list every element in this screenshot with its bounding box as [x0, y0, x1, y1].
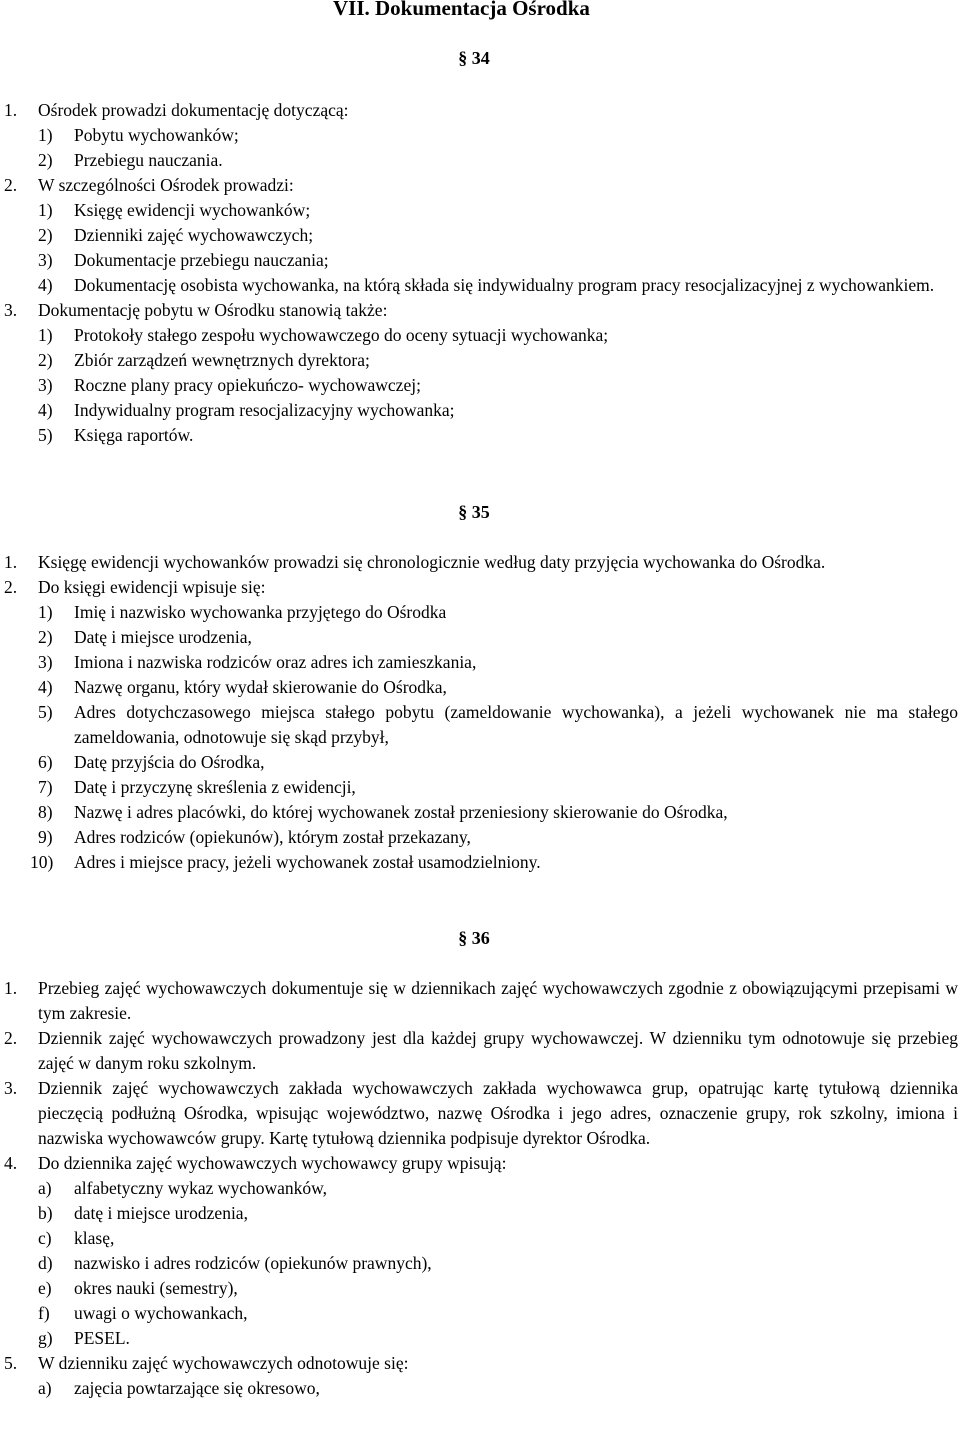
paragraph-number: 1. [4, 100, 18, 120]
list-item [0, 600, 958, 625]
section-35-body [0, 550, 958, 875]
paragraph-text: Ośrodek prowadzi dokumentację dotyczącą: [38, 100, 349, 120]
list-item [0, 1326, 958, 1351]
chapter-title: VII. Dokumentacja Ośrodka [333, 0, 590, 20]
list-item-text: Przebiegu nauczania. [74, 150, 223, 170]
list-item [0, 148, 958, 173]
paragraph-text: Księgę ewidencji wychowanków prowadzi się chronologicznie według daty przyjęcia wychowanka do Ośrodka. [38, 552, 826, 572]
list-item-text: Roczne plany pracy opiekuńczo- wychowawczej; [74, 375, 421, 395]
list-item-text: Adres i miejsce pracy, jeżeli wychowanek został usamodzielniony. [74, 852, 541, 872]
list-item [0, 800, 958, 825]
section-34-body [0, 98, 958, 448]
list-item-number: 7) [38, 777, 53, 797]
list-item-text: Dzienniki zajęć wychowawczych; [74, 225, 314, 245]
list-item-number: 3) [38, 250, 53, 270]
list-item-text: Pobytu wychowanków; [74, 125, 239, 145]
list-item [0, 675, 958, 700]
list-item [0, 273, 958, 298]
paragraph-text: W dzienniku zajęć wychowawczych odnotowuje się: [38, 1353, 409, 1373]
list-item-number: 1) [38, 200, 53, 220]
list-item [0, 1301, 958, 1326]
paragraph-text: W szczególności Ośrodek prowadzi: [38, 175, 294, 195]
numbered-paragraph [0, 976, 958, 1026]
numbered-paragraph [0, 1351, 958, 1376]
list-item-text: Datę przyjścia do Ośrodka, [74, 752, 265, 772]
list-item-number: 1) [38, 325, 53, 345]
list-item-text: Księga raportów. [74, 425, 194, 445]
section-heading-36: § 36 [458, 928, 490, 948]
section-heading-34: § 34 [458, 48, 490, 68]
list-item-text: Indywidualny program resocjalizacyjny wychowanka; [74, 400, 455, 420]
list-item [0, 1376, 958, 1401]
list-item [0, 223, 958, 248]
list-item-text: Imiona i nazwiska rodziców oraz adres ich zamieszkania, [74, 652, 477, 672]
list-item-text: klasę, [74, 1228, 115, 1248]
paragraph-text: Do dziennika zajęć wychowawczych wychowawcy grupy wpisują: [38, 1153, 507, 1173]
list-item [0, 1226, 958, 1251]
paragraph-number: 2. [4, 577, 18, 597]
list-item [0, 1176, 958, 1201]
list-item [0, 398, 958, 423]
list-item-text: Dokumentacje przebiegu nauczania; [74, 250, 329, 270]
section-36-body [0, 976, 958, 1401]
paragraph-text: Dziennik zajęć wychowawczych prowadzony jest dla każdej grupy wychowawczej. W dzienniku tym odnotowuje się przebieg zajęć w danym roku szkolnym. [38, 1028, 958, 1073]
list-item-text: Zbiór zarządzeń wewnętrznych dyrektora; [74, 350, 370, 370]
list-item-text: datę i miejsce urodzenia, [74, 1203, 248, 1223]
paragraph-text: Dziennik zajęć wychowawczych zakłada wychowawczych zakłada wychowawca grup, opatrując kartę tytułową dziennika pieczęcią podłużną Ośrodka, wpisując województwo, nazwę Ośrodka i jego adres, oznaczenie grupy, rok szkolny, imiona i nazwiska wychowawców grupy. Kartę tytułową dziennika podpisuje dyrektor Ośrodka. [38, 1078, 958, 1148]
list-item-text: Nazwę organu, który wydał skierowanie do Ośrodka, [74, 677, 447, 697]
list-item-text: Imię i nazwisko wychowanka przyjętego do Ośrodka [74, 602, 447, 622]
list-item [0, 650, 958, 675]
list-item-text: okres nauki (semestry), [74, 1278, 238, 1298]
paragraph-number: 3. [4, 300, 18, 320]
paragraph-number: 5. [4, 1353, 18, 1373]
list-item [0, 700, 958, 750]
list-item [0, 123, 958, 148]
list-item [0, 348, 958, 373]
paragraph-number: 2. [4, 175, 18, 195]
numbered-paragraph [0, 98, 958, 123]
numbered-paragraph [0, 1151, 958, 1176]
list-item-text: Adres rodziców (opiekunów), którym został przekazany, [74, 827, 471, 847]
list-item-number: 9) [38, 827, 53, 847]
paragraph-number: 4. [4, 1153, 18, 1173]
list-item-number: 1) [38, 602, 53, 622]
list-item-number: 1) [38, 125, 53, 145]
numbered-paragraph [0, 298, 958, 323]
numbered-paragraph [0, 550, 958, 575]
list-item-number: 10) [30, 852, 54, 872]
list-item [0, 825, 958, 850]
list-item-number: 2) [38, 150, 53, 170]
list-item [0, 423, 958, 448]
list-item [0, 198, 958, 223]
list-item-number: c) [38, 1228, 52, 1248]
paragraph-text: Do księgi ewidencji wpisuje się: [38, 577, 266, 597]
list-item [0, 775, 958, 800]
list-item-text: uwagi o wychowankach, [74, 1303, 248, 1323]
list-item-text: PESEL. [74, 1328, 130, 1348]
paragraph-text: Przebieg zajęć wychowawczych dokumentuje się w dziennikach zajęć wychowawczych zgodnie z obowiązującymi przepisami w tym zakresie. [38, 978, 958, 1023]
numbered-paragraph [0, 575, 958, 600]
list-item-text: Nazwę i adres placówki, do której wychowanek został przeniesiony skierowanie do Ośrodka, [74, 802, 728, 822]
list-item [0, 1251, 958, 1276]
numbered-paragraph [0, 1076, 958, 1151]
section-heading-35: § 35 [458, 502, 490, 522]
list-item-text: Dokumentację osobista wychowanka, na którą składa się indywidualny program pracy resocjalizacyjnej z wychowankiem. [74, 275, 935, 295]
list-item-text: Księgę ewidencji wychowanków; [74, 200, 311, 220]
list-item [0, 1276, 958, 1301]
list-item-number: 3) [38, 375, 53, 395]
list-item-text: Adres dotychczasowego miejsca stałego pobytu (zameldowanie wychowanka), a jeżeli wychowanek nie ma stałego zameldowania, odnotowuje się skąd przybył, [74, 702, 958, 747]
list-item-number: d) [38, 1253, 53, 1273]
list-item-number: a) [38, 1178, 52, 1198]
list-item [0, 625, 958, 650]
list-item-number: 5) [38, 425, 53, 445]
list-item-number: 8) [38, 802, 53, 822]
list-item-number: 4) [38, 275, 53, 295]
paragraph-number: 1. [4, 978, 18, 998]
list-item-number: 3) [38, 652, 53, 672]
list-item-number: 5) [38, 702, 53, 722]
list-item-number: 4) [38, 400, 53, 420]
list-item [0, 248, 958, 273]
list-item-text: Datę i miejsce urodzenia, [74, 627, 252, 647]
list-item-text: Protokoły stałego zespołu wychowawczego do oceny sytuacji wychowanka; [74, 325, 609, 345]
paragraph-number: 3. [4, 1078, 18, 1098]
list-item-number: b) [38, 1203, 53, 1223]
list-item [0, 373, 958, 398]
list-item-number: 2) [38, 627, 53, 647]
list-item-number: 4) [38, 677, 53, 697]
list-item [0, 750, 958, 775]
list-item-number: a) [38, 1378, 52, 1398]
list-item-number: e) [38, 1278, 52, 1298]
paragraph-number: 1. [4, 552, 18, 572]
list-item-text: Datę i przyczynę skreślenia z ewidencji, [74, 777, 356, 797]
list-item-number: f) [38, 1303, 50, 1323]
numbered-paragraph [0, 173, 958, 198]
list-item-number: 6) [38, 752, 53, 772]
numbered-paragraph [0, 1026, 958, 1076]
list-item [0, 850, 958, 875]
paragraph-number: 2. [4, 1028, 18, 1048]
list-item-text: zajęcia powtarzające się okresowo, [74, 1378, 320, 1398]
paragraph-text: Dokumentację pobytu w Ośrodku stanowią także: [38, 300, 388, 320]
list-item-number: g) [38, 1328, 53, 1348]
list-item-number: 2) [38, 350, 53, 370]
list-item [0, 1201, 958, 1226]
list-item-text: nazwisko i adres rodziców (opiekunów prawnych), [74, 1253, 432, 1273]
list-item-text: alfabetyczny wykaz wychowanków, [74, 1178, 327, 1198]
list-item [0, 323, 958, 348]
list-item-number: 2) [38, 225, 53, 245]
